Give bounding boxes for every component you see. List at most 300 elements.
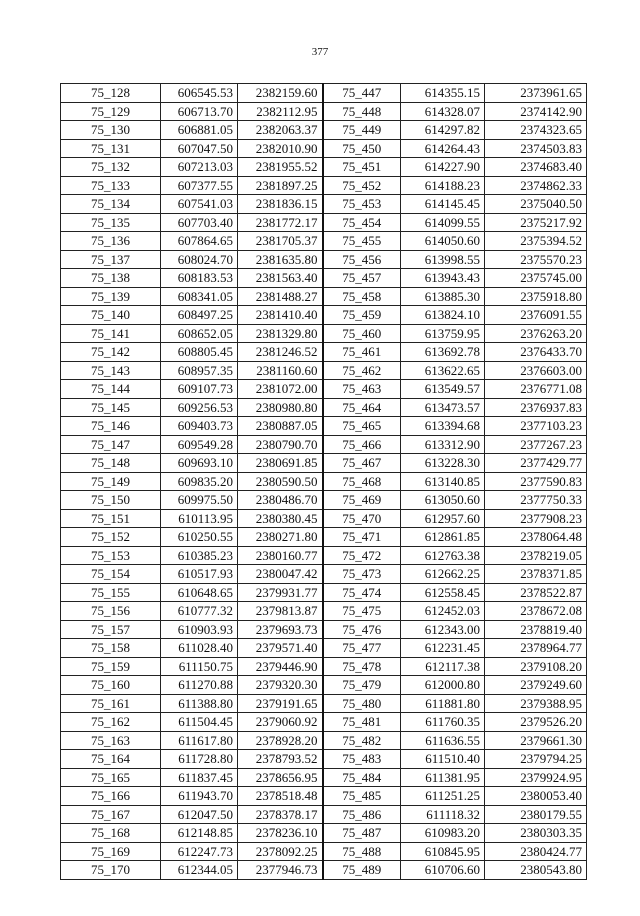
table-row <box>61 694 587 713</box>
northing-left-cell: 2377946.73 <box>238 861 323 880</box>
table-row <box>61 84 587 103</box>
easting-right-cell: 614328.07 <box>401 102 485 121</box>
point-id-left-cell: 75_140 <box>61 306 161 325</box>
northing-right-cell: 2378819.40 <box>485 620 587 639</box>
easting-right-cell: 611760.35 <box>401 713 485 732</box>
northing-left-cell: 2379693.73 <box>238 620 323 639</box>
table-row <box>61 361 587 380</box>
easting-left-cell: 611028.40 <box>161 639 238 658</box>
northing-left-cell: 2378793.52 <box>238 750 323 769</box>
northing-right-cell: 2377590.83 <box>485 472 587 491</box>
table-row <box>61 509 587 528</box>
point-id-right-cell: 75_472 <box>323 546 401 565</box>
point-id-right-cell: 75_471 <box>323 528 401 547</box>
easting-right-cell: 612452.03 <box>401 602 485 621</box>
northing-left-cell: 2378236.10 <box>238 824 323 843</box>
table-row <box>61 639 587 658</box>
northing-right-cell: 2375394.52 <box>485 232 587 251</box>
easting-right-cell: 614264.43 <box>401 139 485 158</box>
point-id-right-cell: 75_477 <box>323 639 401 658</box>
northing-right-cell: 2377103.23 <box>485 417 587 436</box>
point-id-left-cell: 75_158 <box>61 639 161 658</box>
easting-right-cell: 613050.60 <box>401 491 485 510</box>
table-row <box>61 861 587 880</box>
point-id-right-cell: 75_464 <box>323 398 401 417</box>
easting-left-cell: 606713.70 <box>161 102 238 121</box>
northing-left-cell: 2380980.80 <box>238 398 323 417</box>
northing-right-cell: 2376937.83 <box>485 398 587 417</box>
easting-left-cell: 610517.93 <box>161 565 238 584</box>
northing-right-cell: 2374683.40 <box>485 158 587 177</box>
northing-right-cell: 2379249.60 <box>485 676 587 695</box>
easting-left-cell: 610250.55 <box>161 528 238 547</box>
point-id-right-cell: 75_460 <box>323 324 401 343</box>
easting-right-cell: 613228.30 <box>401 454 485 473</box>
point-id-right-cell: 75_484 <box>323 768 401 787</box>
table-row <box>61 435 587 454</box>
easting-right-cell: 613549.57 <box>401 380 485 399</box>
table-row <box>61 213 587 232</box>
coordinates-table <box>60 83 587 880</box>
easting-left-cell: 608497.25 <box>161 306 238 325</box>
table-row <box>61 583 587 602</box>
easting-right-cell: 610983.20 <box>401 824 485 843</box>
point-id-left-cell: 75_152 <box>61 528 161 547</box>
point-id-right-cell: 75_462 <box>323 361 401 380</box>
northing-left-cell: 2381836.15 <box>238 195 323 214</box>
table-row <box>61 176 587 195</box>
point-id-left-cell: 75_147 <box>61 435 161 454</box>
table-row <box>61 491 587 510</box>
point-id-left-cell: 75_131 <box>61 139 161 158</box>
easting-left-cell: 607377.55 <box>161 176 238 195</box>
point-id-right-cell: 75_486 <box>323 805 401 824</box>
northing-left-cell: 2381635.80 <box>238 250 323 269</box>
northing-right-cell: 2379108.20 <box>485 657 587 676</box>
northing-left-cell: 2380887.05 <box>238 417 323 436</box>
point-id-right-cell: 75_457 <box>323 269 401 288</box>
northing-right-cell: 2378672.08 <box>485 602 587 621</box>
table-row <box>61 139 587 158</box>
table-row <box>61 195 587 214</box>
northing-right-cell: 2375570.23 <box>485 250 587 269</box>
northing-left-cell: 2381897.25 <box>238 176 323 195</box>
northing-left-cell: 2380590.50 <box>238 472 323 491</box>
table-row <box>61 731 587 750</box>
point-id-left-cell: 75_136 <box>61 232 161 251</box>
easting-right-cell: 613394.68 <box>401 417 485 436</box>
easting-right-cell: 611381.95 <box>401 768 485 787</box>
northing-left-cell: 2379813.87 <box>238 602 323 621</box>
northing-left-cell: 2380380.45 <box>238 509 323 528</box>
easting-left-cell: 609403.73 <box>161 417 238 436</box>
point-id-right-cell: 75_455 <box>323 232 401 251</box>
point-id-right-cell: 75_468 <box>323 472 401 491</box>
easting-left-cell: 608957.35 <box>161 361 238 380</box>
point-id-right-cell: 75_485 <box>323 787 401 806</box>
easting-left-cell: 607213.03 <box>161 158 238 177</box>
point-id-right-cell: 75_461 <box>323 343 401 362</box>
easting-right-cell: 611510.40 <box>401 750 485 769</box>
northing-left-cell: 2381072.00 <box>238 380 323 399</box>
northing-right-cell: 2377429.77 <box>485 454 587 473</box>
easting-left-cell: 609256.53 <box>161 398 238 417</box>
easting-right-cell: 612957.60 <box>401 509 485 528</box>
point-id-left-cell: 75_148 <box>61 454 161 473</box>
easting-right-cell: 614050.60 <box>401 232 485 251</box>
table-row <box>61 287 587 306</box>
table-row <box>61 232 587 251</box>
table-row <box>61 250 587 269</box>
point-id-right-cell: 75_448 <box>323 102 401 121</box>
point-id-left-cell: 75_138 <box>61 269 161 288</box>
easting-right-cell: 614297.82 <box>401 121 485 140</box>
point-id-left-cell: 75_146 <box>61 417 161 436</box>
point-id-right-cell: 75_487 <box>323 824 401 843</box>
northing-left-cell: 2380160.77 <box>238 546 323 565</box>
point-id-right-cell: 75_458 <box>323 287 401 306</box>
point-id-left-cell: 75_135 <box>61 213 161 232</box>
point-id-left-cell: 75_129 <box>61 102 161 121</box>
northing-right-cell: 2378964.77 <box>485 639 587 658</box>
point-id-right-cell: 75_459 <box>323 306 401 325</box>
table-row <box>61 565 587 584</box>
northing-left-cell: 2381705.37 <box>238 232 323 251</box>
easting-right-cell: 611881.80 <box>401 694 485 713</box>
northing-left-cell: 2380271.80 <box>238 528 323 547</box>
point-id-right-cell: 75_476 <box>323 620 401 639</box>
easting-left-cell: 607541.03 <box>161 195 238 214</box>
table-row <box>61 417 587 436</box>
northing-right-cell: 2376433.70 <box>485 343 587 362</box>
easting-left-cell: 612247.73 <box>161 842 238 861</box>
easting-left-cell: 611504.45 <box>161 713 238 732</box>
northing-right-cell: 2380053.40 <box>485 787 587 806</box>
point-id-left-cell: 75_137 <box>61 250 161 269</box>
point-id-right-cell: 75_473 <box>323 565 401 584</box>
point-id-left-cell: 75_160 <box>61 676 161 695</box>
northing-right-cell: 2375918.80 <box>485 287 587 306</box>
easting-left-cell: 608183.53 <box>161 269 238 288</box>
point-id-left-cell: 75_155 <box>61 583 161 602</box>
point-id-right-cell: 75_453 <box>323 195 401 214</box>
point-id-right-cell: 75_456 <box>323 250 401 269</box>
northing-right-cell: 2375040.50 <box>485 195 587 214</box>
easting-right-cell: 611118.32 <box>401 805 485 824</box>
point-id-left-cell: 75_139 <box>61 287 161 306</box>
easting-right-cell: 613943.43 <box>401 269 485 288</box>
point-id-right-cell: 75_450 <box>323 139 401 158</box>
point-id-left-cell: 75_166 <box>61 787 161 806</box>
northing-right-cell: 2379526.20 <box>485 713 587 732</box>
northing-left-cell: 2379320.30 <box>238 676 323 695</box>
northing-left-cell: 2380047.42 <box>238 565 323 584</box>
point-id-right-cell: 75_465 <box>323 417 401 436</box>
point-id-right-cell: 75_474 <box>323 583 401 602</box>
point-id-left-cell: 75_169 <box>61 842 161 861</box>
point-id-left-cell: 75_149 <box>61 472 161 491</box>
table-row <box>61 657 587 676</box>
northing-right-cell: 2376771.08 <box>485 380 587 399</box>
northing-left-cell: 2381563.40 <box>238 269 323 288</box>
northing-left-cell: 2382010.90 <box>238 139 323 158</box>
point-id-left-cell: 75_161 <box>61 694 161 713</box>
northing-right-cell: 2380303.35 <box>485 824 587 843</box>
northing-right-cell: 2374323.65 <box>485 121 587 140</box>
point-id-right-cell: 75_452 <box>323 176 401 195</box>
easting-right-cell: 612000.80 <box>401 676 485 695</box>
point-id-right-cell: 75_469 <box>323 491 401 510</box>
page-number: 377 <box>311 46 329 58</box>
northing-right-cell: 2374503.83 <box>485 139 587 158</box>
easting-left-cell: 608805.45 <box>161 343 238 362</box>
easting-right-cell: 612558.45 <box>401 583 485 602</box>
northing-left-cell: 2379571.40 <box>238 639 323 658</box>
table-row <box>61 787 587 806</box>
easting-right-cell: 611251.25 <box>401 787 485 806</box>
easting-right-cell: 613622.65 <box>401 361 485 380</box>
easting-right-cell: 612861.85 <box>401 528 485 547</box>
table-row <box>61 398 587 417</box>
table-row <box>61 602 587 621</box>
easting-right-cell: 613998.55 <box>401 250 485 269</box>
table-row <box>61 750 587 769</box>
northing-right-cell: 2379794.25 <box>485 750 587 769</box>
point-id-right-cell: 75_454 <box>323 213 401 232</box>
point-id-left-cell: 75_145 <box>61 398 161 417</box>
point-id-right-cell: 75_451 <box>323 158 401 177</box>
easting-left-cell: 607047.50 <box>161 139 238 158</box>
easting-left-cell: 612148.85 <box>161 824 238 843</box>
northing-right-cell: 2378064.48 <box>485 528 587 547</box>
northing-left-cell: 2382112.95 <box>238 102 323 121</box>
northing-left-cell: 2381772.17 <box>238 213 323 232</box>
point-id-left-cell: 75_150 <box>61 491 161 510</box>
easting-left-cell: 609693.10 <box>161 454 238 473</box>
easting-right-cell: 611636.55 <box>401 731 485 750</box>
easting-left-cell: 611943.70 <box>161 787 238 806</box>
easting-right-cell: 612343.00 <box>401 620 485 639</box>
northing-right-cell: 2379924.95 <box>485 768 587 787</box>
easting-left-cell: 611150.75 <box>161 657 238 676</box>
point-id-left-cell: 75_153 <box>61 546 161 565</box>
northing-left-cell: 2380691.85 <box>238 454 323 473</box>
northing-right-cell: 2377908.23 <box>485 509 587 528</box>
point-id-right-cell: 75_482 <box>323 731 401 750</box>
point-id-left-cell: 75_141 <box>61 324 161 343</box>
northing-left-cell: 2381410.40 <box>238 306 323 325</box>
point-id-left-cell: 75_130 <box>61 121 161 140</box>
point-id-right-cell: 75_463 <box>323 380 401 399</box>
northing-right-cell: 2379661.30 <box>485 731 587 750</box>
easting-left-cell: 609835.20 <box>161 472 238 491</box>
table-row <box>61 102 587 121</box>
northing-right-cell: 2376603.00 <box>485 361 587 380</box>
table-row <box>61 380 587 399</box>
point-id-left-cell: 75_132 <box>61 158 161 177</box>
northing-right-cell: 2378522.87 <box>485 583 587 602</box>
point-id-right-cell: 75_483 <box>323 750 401 769</box>
northing-right-cell: 2376263.20 <box>485 324 587 343</box>
easting-right-cell: 613885.30 <box>401 287 485 306</box>
table-row <box>61 269 587 288</box>
northing-right-cell: 2380424.77 <box>485 842 587 861</box>
easting-left-cell: 608341.05 <box>161 287 238 306</box>
point-id-right-cell: 75_467 <box>323 454 401 473</box>
northing-left-cell: 2378928.20 <box>238 731 323 750</box>
table-row <box>61 842 587 861</box>
easting-left-cell: 606545.53 <box>161 84 238 103</box>
northing-left-cell: 2382063.37 <box>238 121 323 140</box>
northing-left-cell: 2379931.77 <box>238 583 323 602</box>
northing-right-cell: 2376091.55 <box>485 306 587 325</box>
easting-left-cell: 606881.05 <box>161 121 238 140</box>
table-row <box>61 306 587 325</box>
northing-left-cell: 2379191.65 <box>238 694 323 713</box>
table-row <box>61 343 587 362</box>
table-row <box>61 324 587 343</box>
point-id-left-cell: 75_159 <box>61 657 161 676</box>
point-id-right-cell: 75_449 <box>323 121 401 140</box>
point-id-right-cell: 75_470 <box>323 509 401 528</box>
table-row <box>61 546 587 565</box>
easting-right-cell: 613473.57 <box>401 398 485 417</box>
table-row <box>61 805 587 824</box>
northing-left-cell: 2381488.27 <box>238 287 323 306</box>
northing-right-cell: 2375745.00 <box>485 269 587 288</box>
point-id-left-cell: 75_154 <box>61 565 161 584</box>
point-id-left-cell: 75_133 <box>61 176 161 195</box>
northing-right-cell: 2373961.65 <box>485 84 587 103</box>
northing-right-cell: 2374862.33 <box>485 176 587 195</box>
point-id-right-cell: 75_479 <box>323 676 401 695</box>
table-row <box>61 620 587 639</box>
point-id-left-cell: 75_144 <box>61 380 161 399</box>
point-id-left-cell: 75_142 <box>61 343 161 362</box>
point-id-left-cell: 75_163 <box>61 731 161 750</box>
northing-left-cell: 2381329.80 <box>238 324 323 343</box>
easting-left-cell: 611388.80 <box>161 694 238 713</box>
northing-right-cell: 2377750.33 <box>485 491 587 510</box>
northing-left-cell: 2378378.17 <box>238 805 323 824</box>
easting-left-cell: 610777.32 <box>161 602 238 621</box>
easting-left-cell: 612047.50 <box>161 805 238 824</box>
point-id-right-cell: 75_480 <box>323 694 401 713</box>
point-id-left-cell: 75_134 <box>61 195 161 214</box>
point-id-right-cell: 75_478 <box>323 657 401 676</box>
easting-left-cell: 611270.88 <box>161 676 238 695</box>
easting-right-cell: 614099.55 <box>401 213 485 232</box>
point-id-right-cell: 75_481 <box>323 713 401 732</box>
easting-left-cell: 611617.80 <box>161 731 238 750</box>
northing-left-cell: 2378092.25 <box>238 842 323 861</box>
point-id-right-cell: 75_466 <box>323 435 401 454</box>
easting-left-cell: 611837.45 <box>161 768 238 787</box>
easting-left-cell: 612344.05 <box>161 861 238 880</box>
easting-left-cell: 607864.65 <box>161 232 238 251</box>
northing-left-cell: 2379060.92 <box>238 713 323 732</box>
table-row <box>61 472 587 491</box>
easting-right-cell: 613824.10 <box>401 306 485 325</box>
northing-left-cell: 2378518.48 <box>238 787 323 806</box>
point-id-right-cell: 75_489 <box>323 861 401 880</box>
point-id-left-cell: 75_162 <box>61 713 161 732</box>
northing-right-cell: 2378219.05 <box>485 546 587 565</box>
point-id-left-cell: 75_170 <box>61 861 161 880</box>
point-id-left-cell: 75_168 <box>61 824 161 843</box>
table-row <box>61 713 587 732</box>
easting-right-cell: 612763.38 <box>401 546 485 565</box>
easting-right-cell: 613759.95 <box>401 324 485 343</box>
northing-right-cell: 2380179.55 <box>485 805 587 824</box>
point-id-right-cell: 75_447 <box>323 84 401 103</box>
northing-left-cell: 2378656.95 <box>238 768 323 787</box>
point-id-left-cell: 75_157 <box>61 620 161 639</box>
point-id-left-cell: 75_143 <box>61 361 161 380</box>
easting-left-cell: 610385.23 <box>161 546 238 565</box>
table-row <box>61 454 587 473</box>
point-id-left-cell: 75_151 <box>61 509 161 528</box>
northing-right-cell: 2374142.90 <box>485 102 587 121</box>
point-id-left-cell: 75_156 <box>61 602 161 621</box>
easting-right-cell: 614188.23 <box>401 176 485 195</box>
table-row <box>61 121 587 140</box>
easting-left-cell: 608652.05 <box>161 324 238 343</box>
table-body <box>61 84 587 880</box>
northing-right-cell: 2380543.80 <box>485 861 587 880</box>
point-id-left-cell: 75_165 <box>61 768 161 787</box>
easting-left-cell: 611728.80 <box>161 750 238 769</box>
easting-right-cell: 610845.95 <box>401 842 485 861</box>
northing-right-cell: 2375217.92 <box>485 213 587 232</box>
easting-left-cell: 607703.40 <box>161 213 238 232</box>
table-row <box>61 824 587 843</box>
northing-left-cell: 2382159.60 <box>238 84 323 103</box>
easting-left-cell: 610903.93 <box>161 620 238 639</box>
table-row <box>61 676 587 695</box>
northing-right-cell: 2377267.23 <box>485 435 587 454</box>
easting-right-cell: 613692.78 <box>401 343 485 362</box>
northing-left-cell: 2380486.70 <box>238 491 323 510</box>
easting-left-cell: 609975.50 <box>161 491 238 510</box>
point-id-left-cell: 75_128 <box>61 84 161 103</box>
northing-left-cell: 2379446.90 <box>238 657 323 676</box>
point-id-right-cell: 75_488 <box>323 842 401 861</box>
easting-right-cell: 614227.90 <box>401 158 485 177</box>
easting-right-cell: 612231.45 <box>401 639 485 658</box>
table-row <box>61 528 587 547</box>
easting-right-cell: 613140.85 <box>401 472 485 491</box>
easting-left-cell: 609107.73 <box>161 380 238 399</box>
easting-right-cell: 614355.15 <box>401 84 485 103</box>
table-row <box>61 768 587 787</box>
northing-left-cell: 2381160.60 <box>238 361 323 380</box>
northing-left-cell: 2380790.70 <box>238 435 323 454</box>
northing-left-cell: 2381246.52 <box>238 343 323 362</box>
easting-right-cell: 612662.25 <box>401 565 485 584</box>
point-id-right-cell: 75_475 <box>323 602 401 621</box>
easting-left-cell: 609549.28 <box>161 435 238 454</box>
easting-right-cell: 612117.38 <box>401 657 485 676</box>
easting-left-cell: 608024.70 <box>161 250 238 269</box>
point-id-left-cell: 75_164 <box>61 750 161 769</box>
easting-right-cell: 614145.45 <box>401 195 485 214</box>
northing-right-cell: 2379388.95 <box>485 694 587 713</box>
northing-left-cell: 2381955.52 <box>238 158 323 177</box>
easting-right-cell: 613312.90 <box>401 435 485 454</box>
point-id-left-cell: 75_167 <box>61 805 161 824</box>
easting-left-cell: 610113.95 <box>161 509 238 528</box>
